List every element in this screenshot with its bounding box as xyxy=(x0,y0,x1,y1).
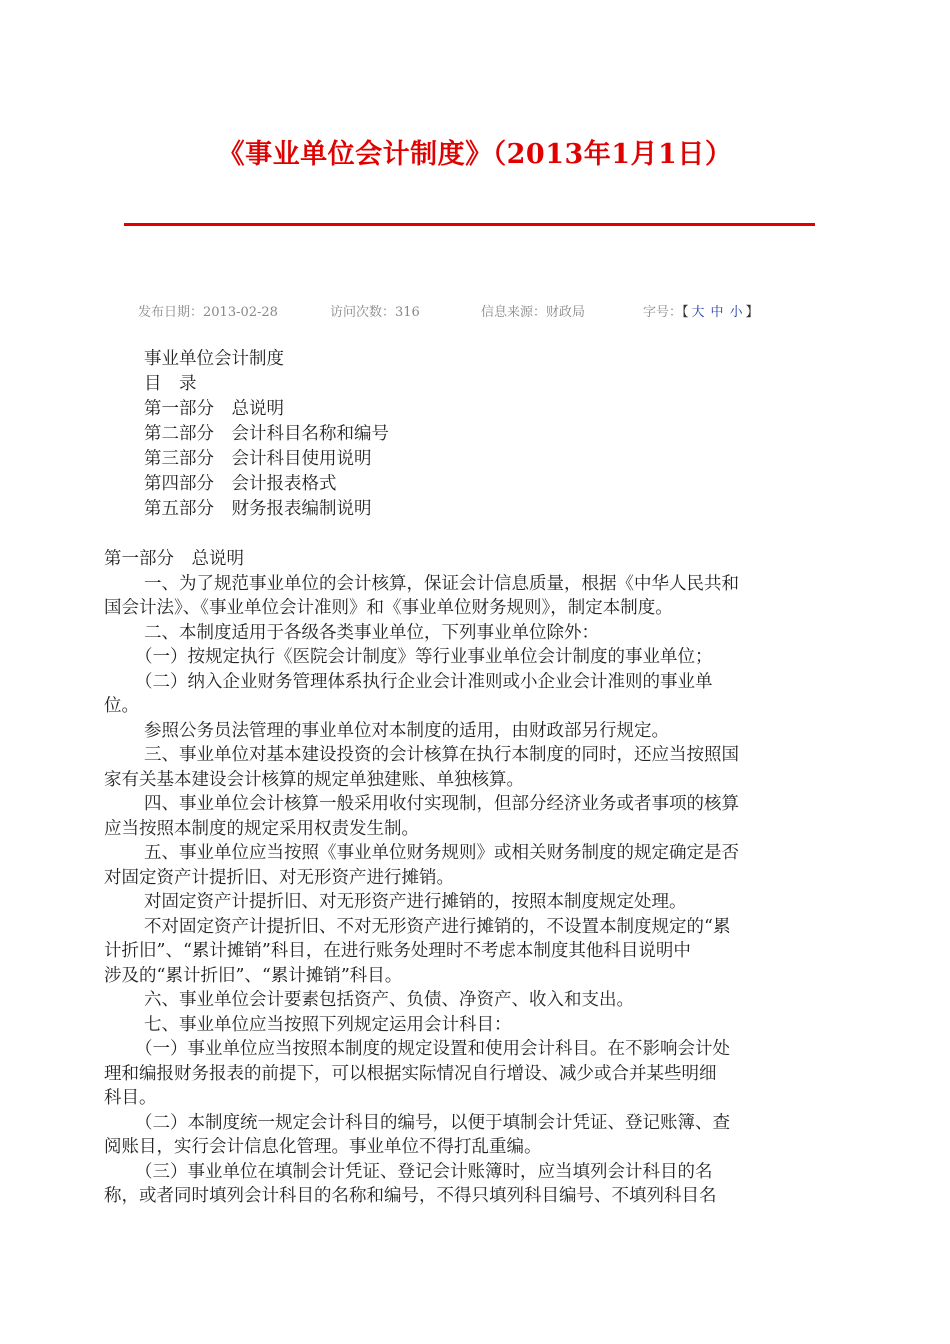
paragraph-line: 家有关基本建设会计核算的规定单独建账、单独核算。 xyxy=(104,769,524,790)
paragraph-line: 称，或者同时填列会计科目的名称和编号，不得只填列科目编号、不填列科目名 xyxy=(104,1186,717,1206)
document-body xyxy=(104,547,810,1209)
paragraph-line: 参照公务员法管理的事业单位对本制度的适用，由财政部另行规定。 xyxy=(144,720,669,741)
paragraph-line: 理和编报财务报表的前提下，可以根据实际情况自行增设、减少或合并某些明细 xyxy=(104,1063,717,1084)
document-title: 《事业单位会计制度》（2013年1月1日） xyxy=(217,139,733,170)
paragraph-line: 涉及的“累计折旧”、“累计摊销”科目。 xyxy=(104,965,403,986)
paragraph-line: 二、本制度适用于各级各类事业单位，下列事业单位除外： xyxy=(144,622,599,643)
toc-item: 第四部分 会计报表格式 xyxy=(144,474,337,494)
font-size-medium-link[interactable]: 中 xyxy=(710,305,724,320)
toc-item: 第二部分 会计科目名称和编号 xyxy=(144,424,389,444)
publish-date: 发布日期：2013-02-28 xyxy=(138,305,278,320)
visit-count: 访问次数：316 xyxy=(330,305,420,320)
paragraph-line: 三、事业单位对基本建设投资的会计核算在执行本制度的同时，还应当按照国 xyxy=(144,745,739,765)
paragraph-line: 四、事业单位会计核算一般采用收付实现制，但部分经济业务或者事项的核算 xyxy=(144,794,739,814)
paragraph-line: 七、事业单位应当按照下列规定运用会计科目： xyxy=(144,1014,512,1035)
bracket-close: 】 xyxy=(745,305,759,320)
paragraph-line: 位。 xyxy=(104,696,139,716)
paragraph-line: （一）事业单位应当按照本制度的规定设置和使用会计科目。在不影响会计处 xyxy=(135,1039,730,1059)
paragraph-line: （二）纳入企业财务管理体系执行企业会计准则或小企业会计准则的事业单 xyxy=(135,671,713,692)
table-of-contents xyxy=(144,347,389,522)
paragraph-line: 阅账目，实行会计信息化管理。事业单位不得打乱重编。 xyxy=(104,1137,542,1157)
article-meta-bar xyxy=(0,301,950,321)
paragraph-line: 六、事业单位会计要素包括资产、负债、净资产、收入和支出。 xyxy=(144,990,634,1010)
paragraph-line: 对固定资产计提折旧、对无形资产进行摊销的，按照本制度规定处理。 xyxy=(144,892,687,912)
font-size-label: 字号： xyxy=(643,305,683,320)
paragraph-line: （三）事业单位在填制会计凭证、登记会计账簿时，应当填列会计科目的名 xyxy=(135,1161,713,1182)
paragraph-line: 一、为了规范事业单位的会计核算，保证会计信息质量，根据《中华人民共和 xyxy=(144,573,739,594)
paragraph-line: 国会计法》、《事业单位会计准则》和《事业单位财务规则》，制定本制度。 xyxy=(104,598,673,618)
paragraph-line: 五、事业单位应当按照《事业单位财务规则》或相关财务制度的规定确定是否 xyxy=(144,843,739,863)
toc-heading: 事业单位会计制度 xyxy=(144,349,284,369)
paragraph-line: 科目。 xyxy=(104,1088,157,1108)
toc-item: 第一部分 总说明 xyxy=(144,399,284,419)
bracket-open: 【 xyxy=(682,305,689,320)
paragraph-line: （二）本制度统一规定会计科目的编号，以便于填制会计凭证、登记账簿、查 xyxy=(135,1112,730,1133)
paragraph-line: （一）按规定执行《医院会计制度》等行业事业单位会计制度的事业单位； xyxy=(135,647,713,667)
info-source: 信息来源：财政局 xyxy=(481,305,586,320)
font-size-small-link[interactable]: 小 xyxy=(729,305,743,320)
paragraph-line: 对固定资产计提折旧、对无形资产进行摊销。 xyxy=(104,867,454,888)
paragraph-line: 不对固定资产计提折旧、不对无形资产进行摊销的，不设置本制度规定的“累 xyxy=(144,916,731,937)
toc-contents-label: 目 录 xyxy=(144,374,197,394)
paragraph-line: 计折旧”、“累计摊销”科目，在进行账务处理时不考虑本制度其他科目说明中 xyxy=(104,941,691,961)
toc-item: 第三部分 会计科目使用说明 xyxy=(144,449,372,469)
toc-item: 第五部分 财务报表编制说明 xyxy=(144,499,372,519)
font-size-large-link[interactable]: 大 xyxy=(691,305,705,320)
font-size-control xyxy=(643,301,759,320)
section-heading: 第一部分 总说明 xyxy=(104,549,244,569)
title-divider xyxy=(124,223,815,226)
paragraph-line: 应当按照本制度的规定采用权责发生制。 xyxy=(104,818,419,839)
